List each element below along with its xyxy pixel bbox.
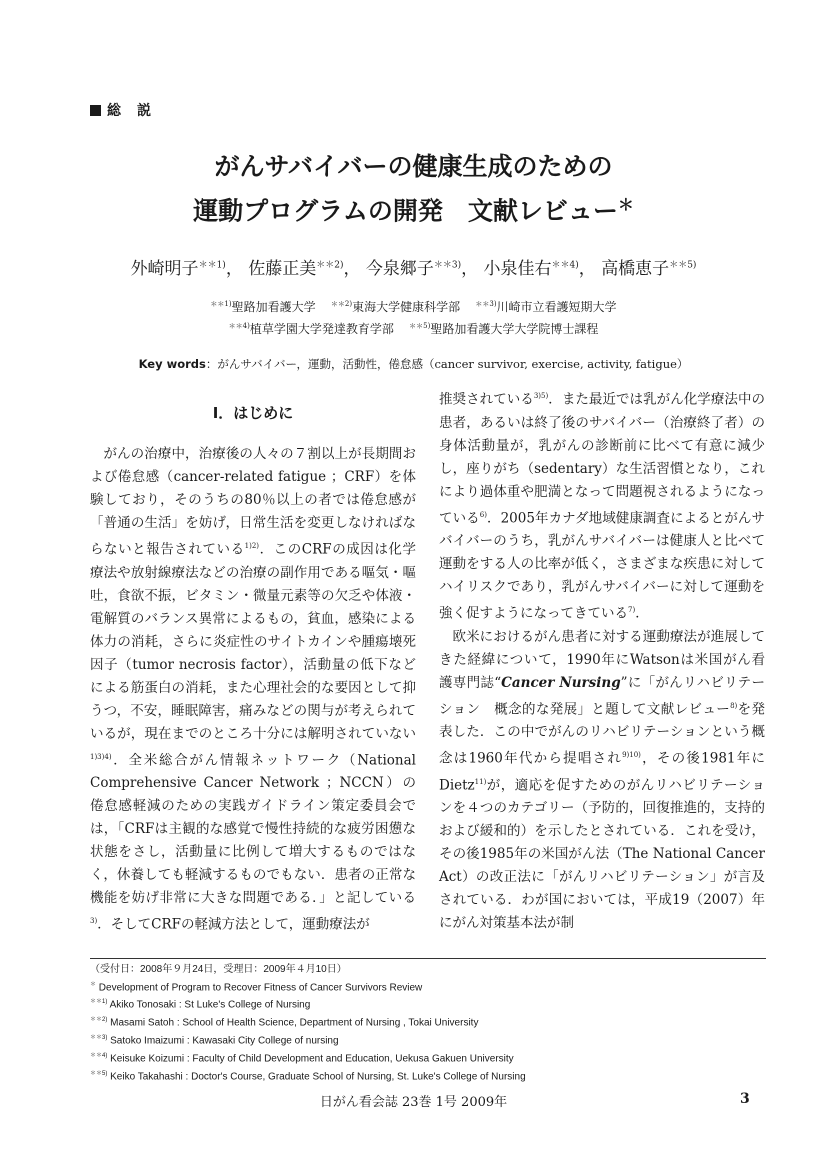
body-column-right — [439, 385, 765, 935]
footnote-divider — [90, 958, 766, 959]
citation: 11) — [474, 777, 487, 786]
citation: 7) — [628, 606, 636, 614]
paragraph: 欧米におけるがん患者に対する運動療法が進展してきた経緯について，1990年にWatsonは米国がん看護専門誌“Cancer Nursing”に「がんリハビリテーション 概念的な発展」と題して文献レビュー$^{8)}$を発表した．この中でがんのリハビリテーションという概念は1960年代から提唱され$^{9)10)}$，その後1981年にDietz$^{11)}$が，適応を促すためのがんリハビリテーションを４つのカテゴリー（予防的，回復推進的，支持的および緩和的）を示したとされている．これを受け，その後1985年の米国がん法（The National Cancer Act）の改正法に「がんリハビリテーション」が言及されている．わが国においては，平成19（2007）年にがん対策基本法が制 — [439, 628, 765, 931]
affiliation: 川崎市立看護短期大学 — [496, 300, 617, 314]
author-name: 今泉郷子 — [365, 259, 434, 279]
affiliation: 東海大学健康科学部 — [352, 300, 461, 314]
journal-citation: 日がん看会誌 23巻 1号 2009年 — [319, 1095, 508, 1110]
body-column-left — [90, 443, 416, 937]
keywords-label: Key words — [138, 357, 206, 371]
footnote-item: $^{**5)}$ Keiko Takahashi : Doctor's Course, Graduate School of Nursing, St. Luke's College of Nursing — [90, 1070, 526, 1082]
affiliation: 聖路加看護大学 — [231, 300, 316, 314]
citation: 3)5) — [533, 392, 549, 400]
author-mark: ＊＊4) — [551, 260, 579, 271]
section-heading: Ⅰ．はじめに — [212, 404, 294, 422]
paragraph: 推奨されている$^{3)5)}$．また最近では乳がん化学療法中の患者，あるいは終了後のサバイバー（治療終了者）の身体活動量が，乳がんの診断前に比べて有意に減少し，座りがち（sedentary）な生活習慣となり，これにより過体重や肥満となって問題視されるようになっている$^{6)}$．2005年カナダ地域健康調査によるとがんサバイバーのうち，乳がんサバイバーは健康人と比べて運動をする人の比率が低く，さまざまな疾患に対してハイリスクであり，乳がんサバイバーに対して運動を強く促すようになってきている$^{7)}$． — [439, 391, 766, 622]
affiliation-line-1: $^{**1)}$聖路加看護大学 $^{**2)}$東海大学健康科学部 $^{**3)}$川崎市立看護短期大学 — [210, 300, 617, 314]
title-line-2: 運動プログラムの開発 文献レビュー＊ — [193, 195, 634, 226]
footnote-item: $^{**3)}$ Satoko Imaizumi : Kawasaki City College of nursing — [90, 1034, 339, 1047]
square-bullet-icon — [90, 105, 101, 116]
keywords-text: ：がんサバイバー，運動，活動性，倦怠感（cancer survivor, exercise, activity, fatigue） — [205, 357, 689, 371]
title-line-1: がんサバイバーの健康生成のための — [214, 152, 613, 181]
author-name: 高橋恵子 — [601, 259, 670, 279]
citation: 3) — [90, 917, 98, 925]
author-name: 佐藤正美 — [248, 259, 317, 279]
author-list: 外崎明子$^{**1)}$， 佐藤正美$^{**2)}$， 今泉郷子$^{**3)}$， 小泉佳右$^{**4)}$， 高橋恵子$^{**5)}$ — [130, 259, 697, 279]
footnote-item: ＊ Development of Program to Recover Fitness of Cancer Survivors Review — [90, 981, 423, 993]
footnote-item: $^{**2)}$ Masami Satoh : School of Health Science, Department of Nursing , Tokai University — [90, 1017, 479, 1029]
article-title — [60, 148, 767, 230]
citation: 6) — [479, 510, 487, 519]
author-name: 小泉佳右 — [483, 259, 552, 279]
author-mark: ＊＊3) — [433, 260, 462, 271]
received-dates: （受付日：2008年９月24日，受理日：2009年４月10日） — [90, 964, 347, 975]
author-mark: ＊＊1) — [198, 260, 226, 271]
journal-name: Cancer Nursing — [501, 674, 621, 691]
title-footnote-mark: ＊ — [617, 195, 634, 214]
paragraph: がんの治療中，治療後の人々の７割以上が長期間および倦怠感（cancer-related fatigue ；CRF）を体験しており，そのうちの80％以上の者では倦怠感が「普通の生活」を妨げ，日常生活を変更しなければならないと報告されている$^{1)2)}$．このCRFの成因は化学療法や放射線療法などの治療の副作用である嘔気・嘔吐，食欲不振，ビタミン・微量元素等の欠乏や体液・電解質のバランス異常によるもの，貧血，感染による体力の消耗，さらに炎症性のサイトカインや腫瘍壊死因子（tumor necrosis factor），活動量の低下などによる筋蛋白の消耗，また心理社会的な要因として抑うつ，不安，睡眠障害，痛みなどの関与が考えられているが，現在までのところ十分には解明されていない$^{1)3)4)}$．全米総合がん情報ネットワーク（National Comprehensive Cancer Network ；NCCN）の倦怠感軽減のための実践ガイドライン策定委員会では，「CRFは主観的な感覚で慢性持続的な疲労困憊な状態をさし，活動量に比例して増大するものではなく，休養しても軽減するものでもない．患者の正常な機能を妨げ非常に大きな問題である．」と記している$^{3)}$．そしてCRFの軽減方法として，運動療法が — [90, 446, 416, 933]
author-mark: ＊＊2) — [316, 260, 344, 271]
footnote-item: $^{**4)}$ Keisuke Koizumi : Faculty of Child Development and Education, Uekusa Gakuen University — [90, 1052, 514, 1065]
citation: 1)2) — [244, 542, 260, 550]
citation: 9)10) — [622, 751, 641, 759]
page-number: 3 — [740, 1091, 750, 1107]
citation: 1)3)4) — [90, 752, 112, 761]
footnotes — [90, 962, 766, 1084]
author-name: 外崎明子 — [130, 259, 199, 279]
footnote-item: $^{**1)}$ Akiko Tonosaki : St Luke's College of Nursing — [90, 999, 311, 1011]
section-type-label: 総 説 — [90, 100, 152, 120]
keywords — [60, 356, 767, 372]
affiliation-line-2: $^{**4)}$植草学園大学発達教育学部 $^{**5)}$聖路加看護大学大学院博士課程 — [228, 322, 599, 336]
citation: 8) — [730, 701, 738, 710]
affiliation: 植草学園大学発達教育学部 — [249, 322, 394, 336]
affiliation: 聖路加看護大学大学院博士課程 — [430, 322, 599, 336]
author-mark: ＊＊5) — [669, 260, 697, 271]
